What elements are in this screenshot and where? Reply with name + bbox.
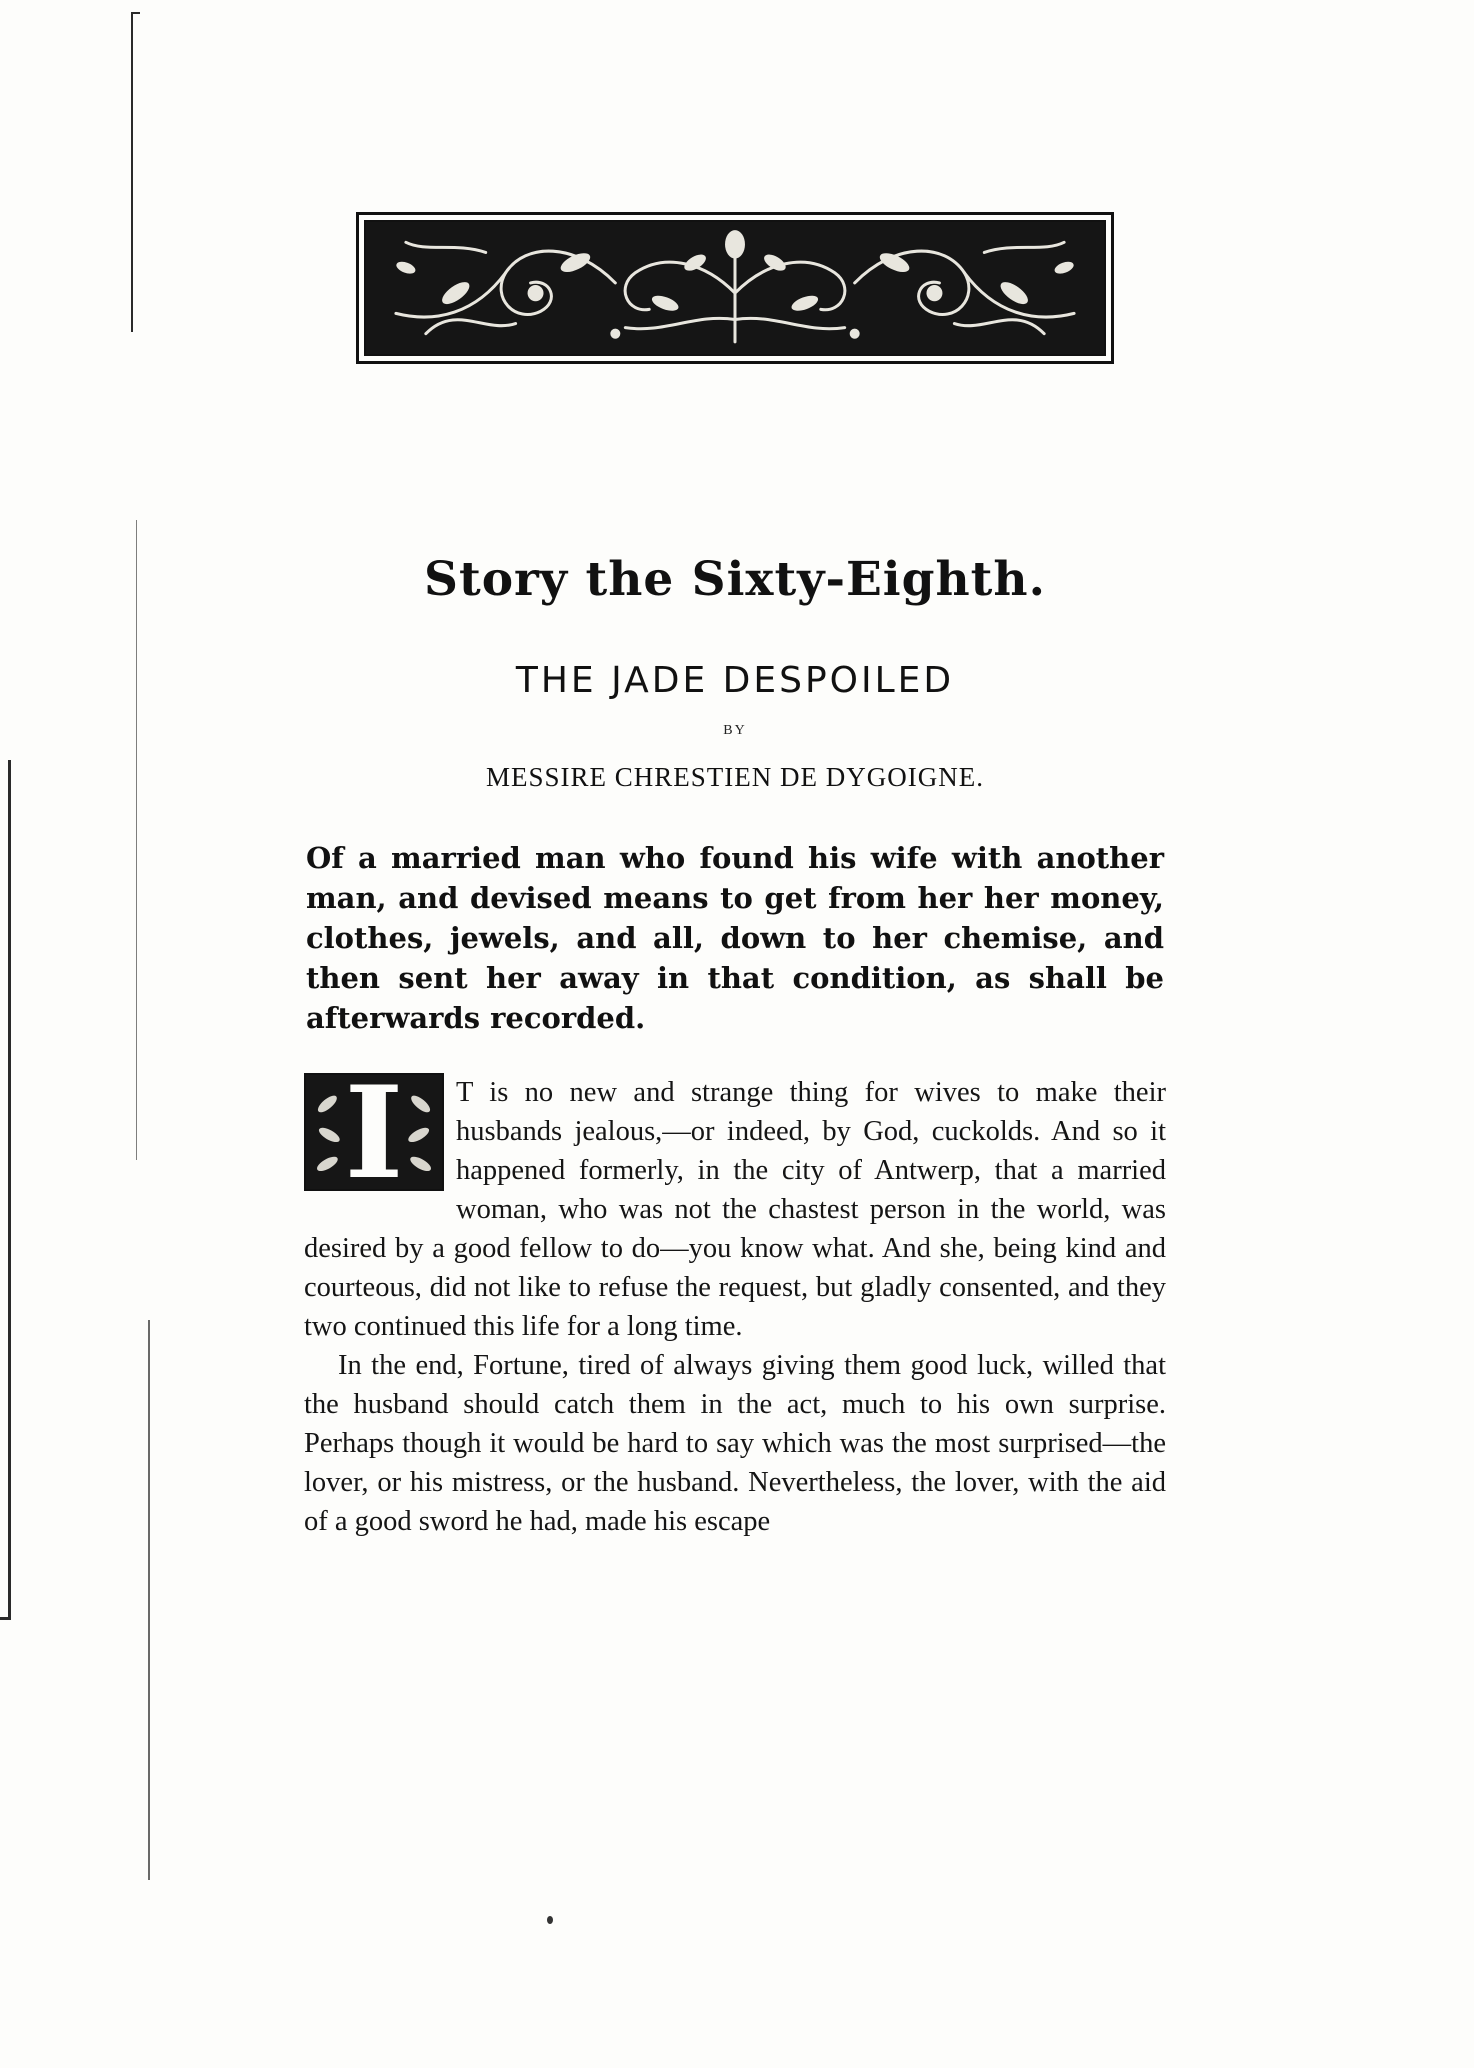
author-name: MESSIRE CHRESTIEN DE DYGOIGNE. [486, 762, 984, 792]
story-summary: Of a married man who found his wife with another man, and devised means to get from her her money, clothes, jewels, and all, down to her chemise, and then sent her away in that condition, as shall be afterwards recorded. [306, 841, 1164, 1035]
margin-mark-bracket-foot [0, 1617, 11, 1620]
paragraph-1: T is no new and strange thing for wives to make their husbands jealous,—or indeed, by God, cuckolds. And so it happened formerly, in the city of Antwerp, that a married woman, who was not the chastest person in the world, was desired by a good fellow to do—you know what. And she, being kind and courteous, did not like to refuse the request, but gladly consented, and they two continued this life for a long time. [304, 1077, 1166, 1342]
page-mark [547, 1916, 553, 1924]
margin-mark-lower [148, 1320, 150, 1880]
story-body [304, 1059, 1166, 1541]
story-subtitle: THE JADE DESPOILED [515, 660, 955, 701]
ornamental-headpiece [356, 212, 1114, 364]
ornamental-drop-cap [304, 1059, 444, 1207]
margin-mark-top-tick [131, 12, 140, 14]
floral-scroll-ornament [366, 222, 1104, 354]
margin-mark-middle [136, 520, 137, 1160]
margin-mark-top [131, 12, 133, 332]
story-title: Story the Sixty-Eighth. [424, 552, 1046, 607]
by-line: BY [723, 723, 747, 738]
margin-mark-bracket [8, 760, 11, 1620]
paragraph-2: In the end, Fortune, tired of always giving them good luck, willed that the husband should catch them in the act, much to his own surprise. Perhaps though it would be hard to say which was the most surprised—the lover, or his mistress, or the husband. Nevertheless, the lover, with the aid of a good sword he had, made his escape [304, 1350, 1166, 1537]
drop-cap-letter: I [344, 1059, 404, 1207]
